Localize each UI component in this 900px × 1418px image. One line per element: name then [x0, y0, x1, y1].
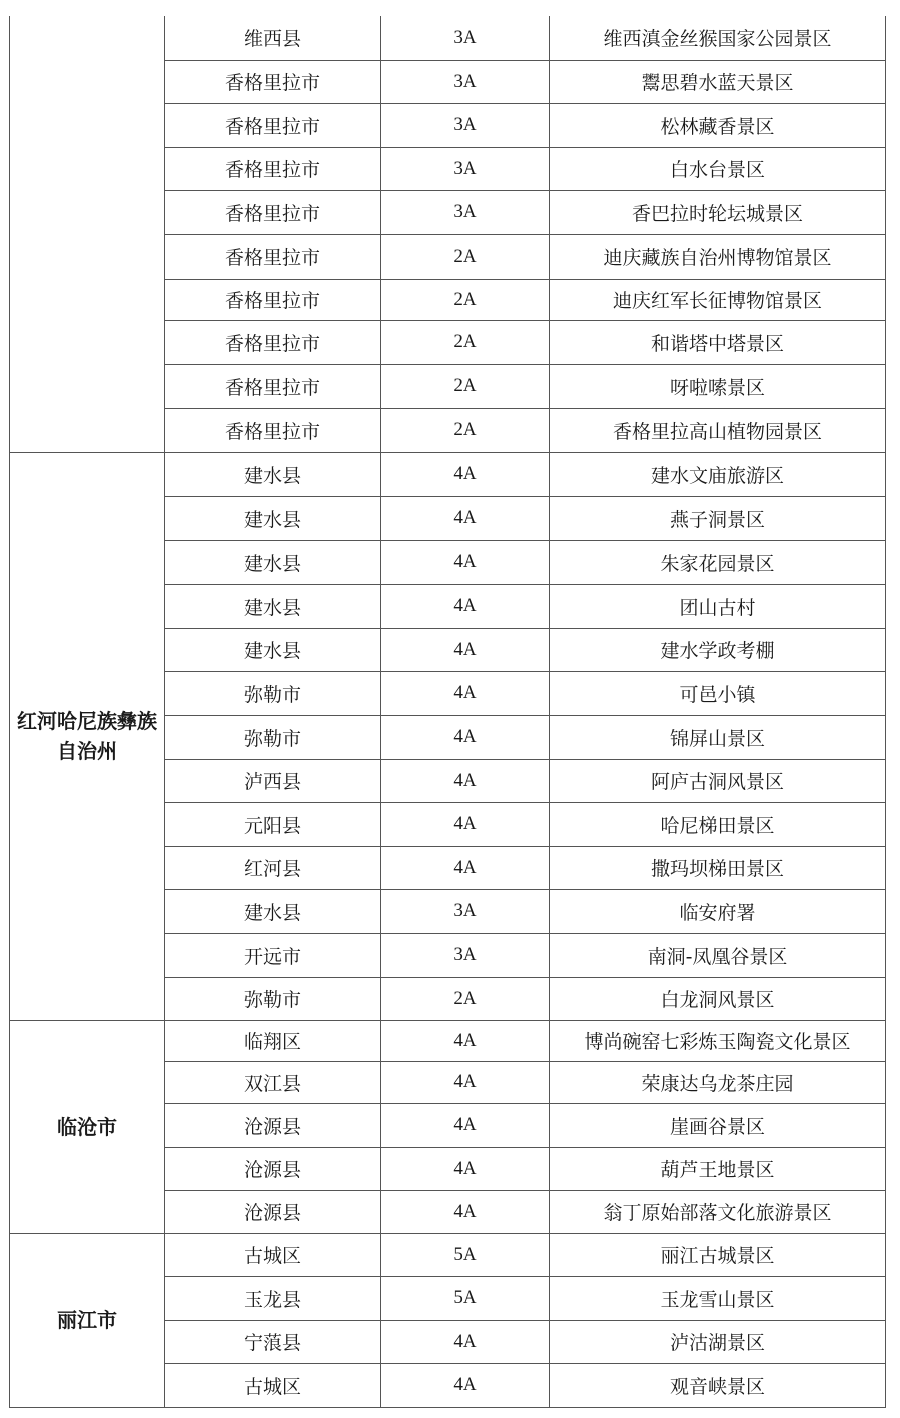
county-cell: 元阳县 [165, 802, 381, 846]
county-cell: 玉龙县 [165, 1276, 381, 1320]
scenic-name-cell: 香格里拉高山植物园景区 [550, 408, 886, 452]
scenic-name-cell: 团山古村 [550, 584, 886, 628]
grade-cell: 3A [381, 60, 550, 103]
county-cell: 建水县 [165, 540, 381, 584]
scenic-name-cell: 博尚碗窑七彩炼玉陶瓷文化景区 [550, 1020, 886, 1061]
county-cell: 红河县 [165, 846, 381, 889]
county-cell: 建水县 [165, 889, 381, 933]
county-cell: 开远市 [165, 933, 381, 977]
region-cell: 丽江市 [10, 1233, 165, 1407]
grade-cell: 2A [381, 234, 550, 279]
county-cell: 临翔区 [165, 1020, 381, 1061]
county-cell: 香格里拉市 [165, 364, 381, 408]
scenic-name-cell: 锦屏山景区 [550, 715, 886, 759]
table-row [10, 1020, 886, 1061]
scenic-spot-table [9, 16, 886, 1408]
scenic-name-cell: 建水学政考棚 [550, 628, 886, 671]
region-cell [10, 16, 165, 452]
county-cell: 沧源县 [165, 1190, 381, 1233]
scenic-name-cell: 松林藏香景区 [550, 103, 886, 147]
region-cell: 红河哈尼族彝族自治州 [10, 452, 165, 1020]
scenic-name-cell: 迪庆红军长征博物馆景区 [550, 279, 886, 320]
grade-cell: 2A [381, 320, 550, 364]
county-cell: 建水县 [165, 496, 381, 540]
scenic-name-cell: 燕子洞景区 [550, 496, 886, 540]
scenic-name-cell: 撒玛坝梯田景区 [550, 846, 886, 889]
county-cell: 香格里拉市 [165, 234, 381, 279]
county-cell: 古城区 [165, 1233, 381, 1276]
grade-cell: 2A [381, 977, 550, 1020]
grade-cell: 4A [381, 846, 550, 889]
scenic-name-cell: 迪庆藏族自治州博物馆景区 [550, 234, 886, 279]
scenic-name-cell: 翁丁原始部落文化旅游景区 [550, 1190, 886, 1233]
scenic-name-cell: 泸沽湖景区 [550, 1320, 886, 1363]
county-cell: 弥勒市 [165, 715, 381, 759]
grade-cell: 4A [381, 1061, 550, 1103]
grade-cell: 4A [381, 584, 550, 628]
grade-cell: 4A [381, 1147, 550, 1190]
scenic-name-cell: 鬻思碧水蓝天景区 [550, 60, 886, 103]
table-row [10, 16, 886, 60]
grade-cell: 4A [381, 496, 550, 540]
scenic-name-cell: 和谐塔中塔景区 [550, 320, 886, 364]
grade-cell: 3A [381, 889, 550, 933]
county-cell: 香格里拉市 [165, 408, 381, 452]
grade-cell: 4A [381, 1190, 550, 1233]
grade-cell: 2A [381, 279, 550, 320]
scenic-name-cell: 白龙洞风景区 [550, 977, 886, 1020]
scenic-name-cell: 丽江古城景区 [550, 1233, 886, 1276]
county-cell: 香格里拉市 [165, 60, 381, 103]
table-row [10, 452, 886, 496]
county-cell: 香格里拉市 [165, 320, 381, 364]
grade-cell: 2A [381, 408, 550, 452]
grade-cell: 2A [381, 364, 550, 408]
county-cell: 弥勒市 [165, 977, 381, 1020]
scenic-name-cell: 朱家花园景区 [550, 540, 886, 584]
scenic-name-cell: 葫芦王地景区 [550, 1147, 886, 1190]
scenic-name-cell: 崖画谷景区 [550, 1103, 886, 1147]
grade-cell: 5A [381, 1276, 550, 1320]
scenic-name-cell: 哈尼梯田景区 [550, 802, 886, 846]
table-body [10, 16, 886, 1407]
grade-cell: 3A [381, 190, 550, 234]
grade-cell: 5A [381, 1233, 550, 1276]
scenic-name-cell: 阿庐古洞风景区 [550, 759, 886, 802]
county-cell: 建水县 [165, 452, 381, 496]
grade-cell: 4A [381, 1320, 550, 1363]
grade-cell: 4A [381, 1363, 550, 1407]
scenic-name-cell: 可邑小镇 [550, 671, 886, 715]
scenic-name-cell: 呀啦嗦景区 [550, 364, 886, 408]
grade-cell: 4A [381, 1020, 550, 1061]
county-cell: 古城区 [165, 1363, 381, 1407]
table-row [10, 1233, 886, 1276]
grade-cell: 4A [381, 1103, 550, 1147]
county-cell: 维西县 [165, 16, 381, 60]
scenic-name-cell: 建水文庙旅游区 [550, 452, 886, 496]
scenic-name-cell: 香巴拉时轮坛城景区 [550, 190, 886, 234]
county-cell: 弥勒市 [165, 671, 381, 715]
scenic-name-cell: 荣康达乌龙茶庄园 [550, 1061, 886, 1103]
grade-cell: 4A [381, 715, 550, 759]
scenic-name-cell: 白水台景区 [550, 147, 886, 190]
grade-cell: 3A [381, 147, 550, 190]
county-cell: 泸西县 [165, 759, 381, 802]
county-cell: 沧源县 [165, 1147, 381, 1190]
county-cell: 香格里拉市 [165, 103, 381, 147]
county-cell: 宁蒗县 [165, 1320, 381, 1363]
county-cell: 香格里拉市 [165, 147, 381, 190]
scenic-name-cell: 玉龙雪山景区 [550, 1276, 886, 1320]
scenic-name-cell: 临安府署 [550, 889, 886, 933]
grade-cell: 3A [381, 16, 550, 60]
county-cell: 沧源县 [165, 1103, 381, 1147]
grade-cell: 4A [381, 452, 550, 496]
county-cell: 双江县 [165, 1061, 381, 1103]
region-cell: 临沧市 [10, 1020, 165, 1233]
scenic-name-cell: 观音峡景区 [550, 1363, 886, 1407]
county-cell: 建水县 [165, 584, 381, 628]
county-cell: 香格里拉市 [165, 190, 381, 234]
grade-cell: 4A [381, 540, 550, 584]
grade-cell: 4A [381, 759, 550, 802]
grade-cell: 4A [381, 671, 550, 715]
scenic-name-cell: 维西滇金丝猴国家公园景区 [550, 16, 886, 60]
county-cell: 香格里拉市 [165, 279, 381, 320]
grade-cell: 3A [381, 103, 550, 147]
grade-cell: 4A [381, 802, 550, 846]
county-cell: 建水县 [165, 628, 381, 671]
scenic-name-cell: 南洞-凤凰谷景区 [550, 933, 886, 977]
grade-cell: 4A [381, 628, 550, 671]
grade-cell: 3A [381, 933, 550, 977]
